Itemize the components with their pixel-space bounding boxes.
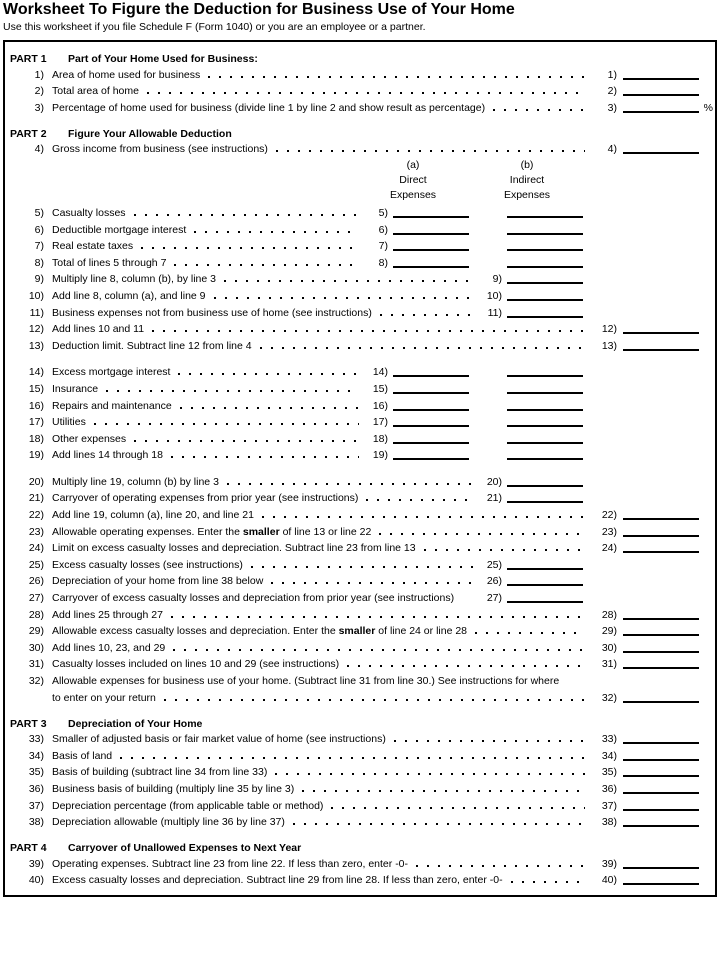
entry-line-11b[interactable]: [507, 316, 583, 318]
line-description-39: Operating expenses. Subtract line 23 from line 22. If less than zero, enter -0-: [52, 857, 409, 870]
entry-number-10: 10): [486, 289, 502, 302]
entry-number-23: 23): [601, 525, 617, 538]
line-number-15: 15): [28, 382, 44, 395]
entry-number-3: 3): [607, 101, 617, 114]
entry-number-9: 9): [492, 273, 502, 286]
dot-leader: [260, 347, 585, 349]
line-number-26: 26): [28, 575, 44, 588]
line-number-6: 6): [34, 223, 44, 236]
line-number-32: 32): [28, 675, 44, 687]
form-row-4: [5, 140, 715, 157]
form-row-13: [5, 336, 715, 353]
entry-number-27: 27): [486, 592, 502, 605]
entry-line-32[interactable]: [623, 701, 699, 703]
line-description-25: Excess casualty losses (see instructions): [52, 558, 243, 571]
entry-line-12[interactable]: [623, 332, 699, 334]
form-row-16: [5, 396, 715, 413]
entry-number-8: 8): [378, 256, 388, 269]
column-b-tag: (b): [520, 159, 534, 172]
dot-leader: [251, 566, 473, 568]
entry-number-24: 24): [601, 542, 617, 555]
dot-leader: [462, 599, 473, 601]
line-number-27: 27): [28, 592, 44, 605]
entry-number-33: 33): [601, 733, 617, 746]
line-description-5: Casualty losses: [52, 206, 126, 219]
line-description-1: Area of home used for business: [52, 68, 201, 81]
form-row-28: [5, 605, 715, 622]
entry-number-11: 11): [487, 306, 502, 319]
column-a-tag: (a): [406, 159, 420, 172]
line-number-35: 35): [28, 766, 44, 779]
entry-number-32: 32): [601, 691, 617, 704]
entry-line-18a[interactable]: [393, 442, 469, 444]
entry-line-14a[interactable]: [393, 375, 469, 377]
form-row-24: [5, 539, 715, 556]
column-b-label-1: Indirect: [509, 174, 545, 187]
entry-line-24[interactable]: [623, 551, 699, 553]
form-row-17: [5, 413, 715, 430]
dot-leader: [379, 533, 585, 535]
line-number-23: 23): [28, 525, 44, 538]
part-3-heading: [5, 713, 715, 730]
line-description-3: Percentage of home used for business (divide line 1 by line 2 and show result as percentage): [52, 101, 486, 114]
dot-leader: [173, 649, 585, 651]
line-number-17: 17): [28, 416, 44, 429]
part-1-label: PART 1: [10, 53, 47, 65]
entry-line-39[interactable]: [623, 867, 699, 869]
entry-number-1: 1): [607, 68, 617, 81]
form-row-30: [5, 638, 715, 655]
entry-number-7: 7): [378, 240, 388, 253]
dot-leader: [171, 456, 359, 458]
line-number-11: 11): [29, 306, 44, 319]
entry-line-4[interactable]: [623, 152, 699, 154]
entry-line-23[interactable]: [623, 535, 699, 537]
form-row-6: [5, 220, 715, 237]
column-a-header: [353, 158, 473, 203]
line-description-17: Utilities: [52, 416, 86, 429]
line-description-28: Add lines 25 through 27: [52, 608, 163, 621]
dot-leader: [208, 76, 585, 78]
line-number-28: 28): [28, 608, 44, 621]
dot-leader: [366, 499, 473, 501]
entry-line-16b[interactable]: [507, 409, 583, 411]
part-4-heading: [5, 837, 715, 854]
dot-leader: [194, 231, 359, 233]
entry-number-5: 5): [378, 206, 388, 219]
form-row-36: [5, 779, 715, 796]
form-row-19: [5, 446, 715, 463]
dot-leader: [106, 390, 359, 392]
line-number-30: 30): [28, 641, 44, 654]
dot-leader: [302, 790, 585, 792]
entry-line-37[interactable]: [623, 809, 699, 811]
entry-line-13[interactable]: [623, 349, 699, 351]
dot-leader: [493, 109, 585, 111]
dot-leader: [152, 330, 585, 332]
dot-leader: [276, 150, 585, 152]
dot-leader: [262, 516, 585, 518]
line-number-1: 1): [34, 68, 44, 81]
dot-leader: [174, 264, 359, 266]
line-description-38: Depreciation allowable (multiply line 36 by line 37): [52, 816, 285, 829]
entry-number-13: 13): [601, 339, 617, 352]
entry-number-14: 14): [372, 366, 388, 379]
line-description-20: Multiply line 19, column (b) by line 3: [52, 475, 219, 488]
line-number-13: 13): [28, 339, 44, 352]
entry-number-12: 12): [601, 323, 617, 336]
form-row-27: [5, 588, 715, 605]
line-description-21: Carryover of operating expenses from prior year (see instructions): [52, 492, 359, 505]
entry-line-35[interactable]: [623, 775, 699, 777]
form-row-35: [5, 763, 715, 780]
form-row-11: [5, 303, 715, 320]
dot-leader: [475, 632, 585, 634]
line-number-37: 37): [28, 799, 44, 812]
line-description-31: Casualty losses included on lines 10 and 29 (see instructions): [52, 658, 340, 671]
form-row-23: [5, 522, 715, 539]
entry-line-15b[interactable]: [507, 392, 583, 394]
entry-line-17a[interactable]: [393, 425, 469, 427]
line-number-36: 36): [28, 782, 44, 795]
form-row-39: [5, 854, 715, 871]
dot-leader: [331, 807, 585, 809]
form-row-20: [5, 472, 715, 489]
entry-number-19: 19): [372, 449, 388, 462]
line-description-12: Add lines 10 and 11: [52, 323, 145, 336]
form-row-12: [5, 320, 715, 337]
page-subtitle: Use this worksheet if you file Schedule F (Form 1040) or you are an employee or a partner.: [3, 21, 426, 33]
entry-number-20: 20): [486, 475, 502, 488]
entry-number-28: 28): [601, 608, 617, 621]
part-4-title: Carryover of Unallowed Expenses to Next Year: [68, 842, 302, 855]
entry-number-38: 38): [601, 816, 617, 829]
dot-leader: [134, 440, 359, 442]
part-3-title: Depreciation of Your Home: [68, 717, 203, 730]
entry-line-36[interactable]: [623, 792, 699, 794]
form-row-40: [5, 871, 715, 888]
line-description-27: Carryover of excess casualty losses and depreciation from prior year (see instructions): [52, 592, 455, 605]
entry-line-7a[interactable]: [393, 249, 469, 251]
dot-leader: [227, 483, 473, 485]
entry-line-1[interactable]: [623, 78, 699, 80]
dot-leader: [271, 582, 473, 584]
entry-line-21b[interactable]: [507, 501, 583, 503]
line-description-24: Limit on excess casualty losses and depreciation. Subtract line 23 from line 13: [52, 542, 416, 555]
line-number-39: 39): [28, 857, 44, 870]
line-number-33: 33): [28, 733, 44, 746]
entry-number-34: 34): [601, 749, 617, 762]
form-row-9: [5, 270, 715, 287]
entry-number-21: 21): [486, 492, 502, 505]
form-row-8: [5, 253, 715, 270]
line-description-19: Add lines 14 through 18: [52, 449, 163, 462]
bold-word: smaller: [242, 525, 280, 538]
line-number-12: 12): [28, 323, 44, 336]
line-description-15: Insurance: [52, 382, 99, 395]
entry-line-38[interactable]: [623, 825, 699, 827]
part-4-label: PART 4: [10, 842, 47, 855]
entry-line-40[interactable]: [623, 883, 699, 885]
entry-line-2[interactable]: [623, 94, 699, 96]
entry-number-22: 22): [601, 509, 617, 522]
form-row-37: [5, 796, 715, 813]
column-a-label-1: Direct: [399, 174, 427, 187]
entry-number-18: 18): [372, 432, 388, 445]
dot-leader: [178, 373, 359, 375]
line-description-2: Total area of home: [52, 85, 139, 98]
form-row-3: [5, 98, 715, 115]
entry-line-9b[interactable]: [507, 282, 583, 284]
line-description-14: Excess mortgage interest: [52, 366, 171, 379]
entry-number-17: 17): [372, 416, 388, 429]
line-description-6: Deductible mortgage interest: [52, 223, 187, 236]
form-row-29: [5, 622, 715, 639]
column-a-label-2: Expenses: [389, 189, 437, 202]
dot-leader: [214, 297, 473, 299]
entry-number-35: 35): [601, 766, 617, 779]
column-headers: [5, 156, 715, 203]
line-number-9: 9): [34, 273, 44, 286]
entry-number-2: 2): [607, 85, 617, 98]
line-description-16: Repairs and maintenance: [52, 399, 172, 412]
entry-line-3[interactable]: [623, 111, 699, 113]
form-row-21: [5, 489, 715, 506]
percent-suffix: %: [703, 101, 713, 114]
line-description-18: Other expenses: [52, 432, 127, 445]
line-description-36: Business basis of building (multiply line 35 by line 3): [52, 782, 295, 795]
dot-leader: [293, 823, 585, 825]
line-description-30: Add lines 10, 23, and 29: [52, 641, 166, 654]
page-title: Worksheet To Figure the Deduction for Business Use of Your Home: [3, 1, 515, 18]
entry-line-8a[interactable]: [393, 266, 469, 268]
row-gap: [5, 353, 715, 363]
form-row-5: [5, 203, 715, 220]
line-number-7: 7): [34, 240, 44, 253]
entry-line-25b[interactable]: [507, 568, 583, 570]
entry-line-15a[interactable]: [393, 392, 469, 394]
entry-number-39: 39): [601, 857, 617, 870]
row-gap: [5, 462, 715, 472]
line-number-29: 29): [28, 625, 44, 638]
entry-line-33[interactable]: [623, 742, 699, 744]
form-row-26: [5, 572, 715, 589]
form-row-14: [5, 363, 715, 380]
line-number-16: 16): [28, 399, 44, 412]
entry-number-26: 26): [486, 575, 502, 588]
line-number-24: 24): [28, 542, 44, 555]
entry-number-36: 36): [601, 782, 617, 795]
line-description-33: Smaller of adjusted basis or fair market value of home (see instructions): [52, 733, 386, 746]
entry-line-6a[interactable]: [393, 233, 469, 235]
entry-line-19b[interactable]: [507, 458, 583, 460]
line-description-35: Basis of building (subtract line 34 from line 33): [52, 766, 268, 779]
line-number-22: 22): [28, 509, 44, 522]
form-row-22: [5, 505, 715, 522]
dot-leader: [141, 247, 359, 249]
entry-line-10b[interactable]: [507, 299, 583, 301]
form-row-31: [5, 655, 715, 672]
entry-line-8b[interactable]: [507, 266, 583, 268]
bold-word: smaller: [338, 625, 376, 638]
entry-number-16: 16): [372, 399, 388, 412]
line-number-4: 4): [34, 143, 44, 156]
entry-line-18b[interactable]: [507, 442, 583, 444]
entry-line-26b[interactable]: [507, 584, 583, 586]
entry-number-31: 31): [601, 658, 617, 671]
line-description-10: Add line 8, column (a), and line 9: [52, 289, 206, 302]
line-description-8: Total of lines 5 through 7: [52, 256, 167, 269]
dot-leader: [164, 699, 585, 701]
part-1-title: Part of Your Home Used for Business:: [68, 53, 258, 65]
form-row-32-continued: [5, 688, 715, 705]
dot-leader: [380, 314, 473, 316]
form-row-7: [5, 237, 715, 254]
line-description-4: Gross income from business (see instructions): [52, 143, 268, 156]
form-row-10: [5, 286, 715, 303]
column-b-header: [467, 158, 587, 203]
line-number-31: 31): [28, 658, 44, 671]
entry-line-20b[interactable]: [507, 485, 583, 487]
dot-leader: [120, 757, 585, 759]
part-2-title: Figure Your Allowable Deduction: [68, 127, 232, 140]
entry-line-29[interactable]: [623, 634, 699, 636]
part-1-heading: [5, 48, 715, 65]
form-box: [3, 40, 717, 897]
line-number-18: 18): [28, 432, 44, 445]
line-number-34: 34): [28, 749, 44, 762]
line-number-10: 10): [28, 289, 44, 302]
entry-line-19a[interactable]: [393, 458, 469, 460]
dot-leader: [171, 616, 585, 618]
line-number-21: 21): [28, 492, 44, 505]
entry-number-4: 4): [607, 143, 617, 156]
line-description-13: Deduction limit. Subtract line 12 from line 4: [52, 339, 252, 352]
dot-leader: [394, 740, 585, 742]
line-number-38: 38): [28, 816, 44, 829]
line-number-40: 40): [28, 874, 44, 887]
entry-number-6: 6): [378, 223, 388, 236]
form-row-18: [5, 429, 715, 446]
line-description-9: Multiply line 8, column (b), by line 3: [52, 273, 216, 286]
entry-line-6b[interactable]: [507, 233, 583, 235]
line-number-25: 25): [28, 558, 44, 571]
line-number-3: 3): [34, 101, 44, 114]
entry-line-5a[interactable]: [393, 216, 469, 218]
entry-number-30: 30): [601, 641, 617, 654]
entry-number-15: 15): [372, 382, 388, 395]
entry-number-29: 29): [601, 625, 617, 638]
column-b-label-2: Expenses: [503, 189, 551, 202]
dot-leader: [147, 92, 585, 94]
part-3-label: PART 3: [10, 717, 47, 730]
dot-leader: [511, 881, 585, 883]
dot-leader: [275, 773, 585, 775]
form-row-34: [5, 746, 715, 763]
line-description-32: Allowable expenses for business use of your home. (Subtract line 31 from line 30.) See instructions for where: [52, 675, 560, 687]
line-number-14: 14): [28, 366, 44, 379]
entry-line-30[interactable]: [623, 651, 699, 653]
entry-line-5b[interactable]: [507, 216, 583, 218]
entry-line-27b[interactable]: [507, 601, 583, 603]
line-number-20: 20): [28, 475, 44, 488]
dot-leader: [94, 423, 359, 425]
entry-line-31[interactable]: [623, 667, 699, 669]
line-description-32-cont: to enter on your return: [52, 691, 156, 704]
entry-number-40: 40): [601, 874, 617, 887]
form-row-33: [5, 730, 715, 747]
entry-number-37: 37): [601, 799, 617, 812]
form-row-1: [5, 65, 715, 82]
form-row-38: [5, 813, 715, 830]
entry-line-17b[interactable]: [507, 425, 583, 427]
line-number-8: 8): [34, 256, 44, 269]
dot-leader: [416, 865, 585, 867]
line-number-5: 5): [34, 206, 44, 219]
line-number-19: 19): [28, 449, 44, 462]
entry-line-14b[interactable]: [507, 375, 583, 377]
dot-leader: [180, 407, 359, 409]
line-description-29: Allowable excess casualty losses and depreciation. Enter the smaller of line 24 or line 28: [52, 625, 468, 638]
entry-line-7b[interactable]: [507, 249, 583, 251]
line-number-2: 2): [34, 85, 44, 98]
line-description-23: Allowable operating expenses. Enter the smaller of line 13 or line 22: [52, 525, 372, 538]
dot-leader: [134, 214, 359, 216]
entry-line-16a[interactable]: [393, 409, 469, 411]
entry-number-25: 25): [486, 558, 502, 571]
line-description-34: Basis of land: [52, 749, 113, 762]
entry-line-22[interactable]: [623, 518, 699, 520]
form-row-15: [5, 379, 715, 396]
entry-line-28[interactable]: [623, 618, 699, 620]
dot-leader: [347, 665, 585, 667]
form-row-32: [5, 671, 715, 688]
line-description-40: Excess casualty losses and depreciation. Subtract line 29 from line 28. If less than zero, enter -0-: [52, 874, 503, 887]
form-row-25: [5, 555, 715, 572]
line-description-26: Depreciation of your home from line 38 below: [52, 575, 264, 588]
line-description-11: Business expenses not from business use of home (see instructions): [52, 306, 372, 319]
dot-leader: [224, 280, 473, 282]
line-description-7: Real estate taxes: [52, 240, 134, 253]
form-row-2: [5, 82, 715, 99]
part-2-label: PART 2: [10, 127, 47, 140]
line-description-22: Add line 19, column (a), line 20, and line 21: [52, 509, 254, 522]
entry-line-34[interactable]: [623, 759, 699, 761]
part-2-heading: [5, 123, 715, 140]
line-description-37: Depreciation percentage (from applicable table or method): [52, 799, 324, 812]
dot-leader: [424, 549, 585, 551]
